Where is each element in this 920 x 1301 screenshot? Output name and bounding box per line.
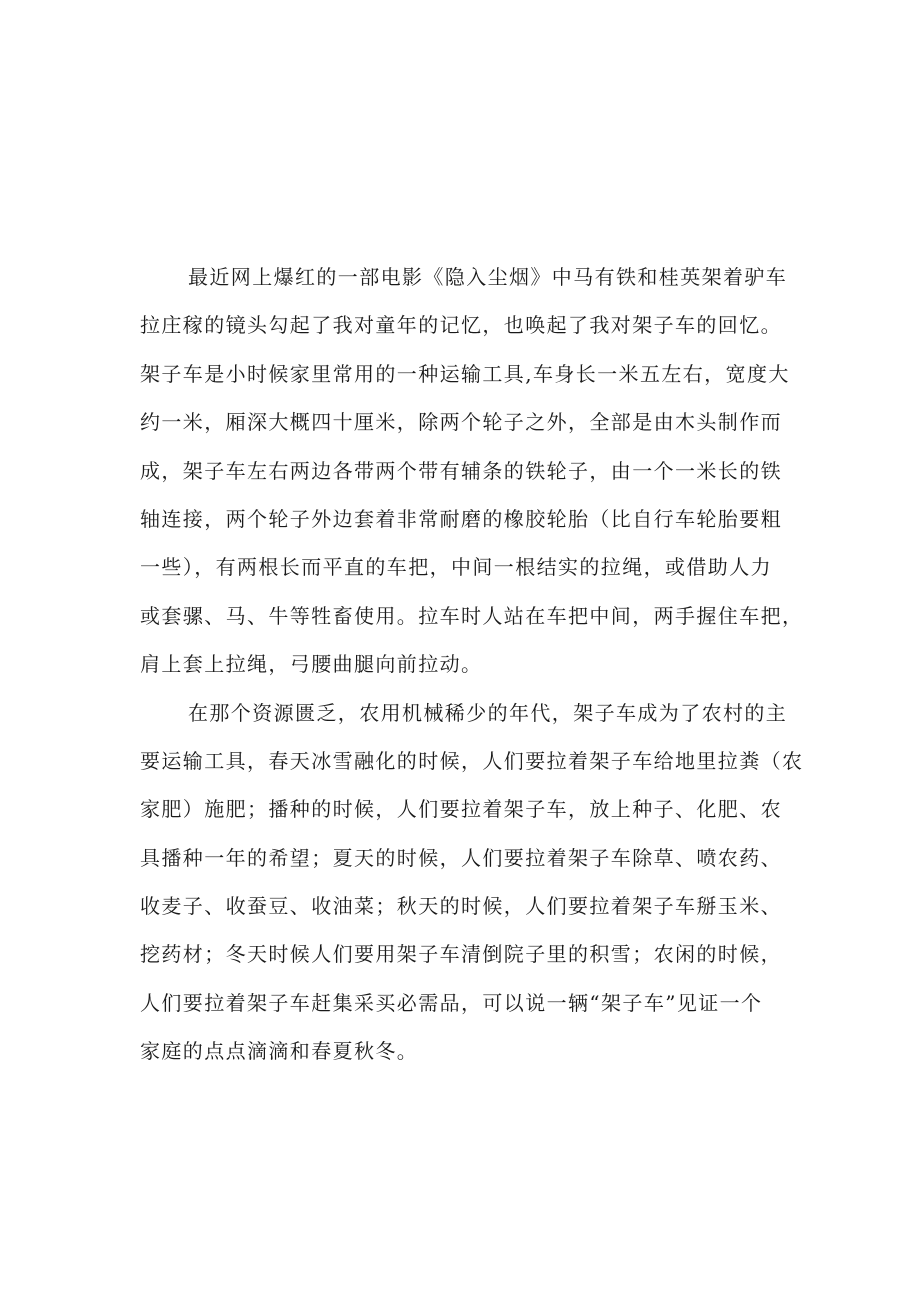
text-line: 具播种一年的希望；夏天的时候，人们要拉着架子车除草、喷农药、	[140, 845, 782, 870]
body-text	[140, 253, 804, 1076]
paragraph-1	[140, 253, 804, 689]
text-line: 架子车是小时候家里常用的一种运输工具,车身长一米五左右，宽度大	[140, 361, 790, 386]
text-line: 人们要拉着架子车赶集采买必需品，可以说一辆“架子车”见证一个	[140, 990, 763, 1015]
text-line: 成，架子车左右两边各带两个带有辅条的铁轮子，由一个一米长的铁	[140, 458, 782, 483]
text-line: 家肥）施肥；播种的时候，人们要拉着架子车，放上种子、化肥、农	[140, 797, 782, 822]
text-line: 在那个资源匮乏，农用机械稀少的年代，架子车成为了农村的主	[188, 700, 788, 725]
paragraph-2	[140, 689, 804, 1076]
text-line: 一些），有两根长而平直的车把，中间一根结实的拉绳，或借助人力	[140, 555, 772, 580]
text-line: 收麦子、收蚕豆、收油菜；秋天的时候，人们要拉着架子车掰玉米、	[140, 894, 782, 919]
text-line: 拉庄稼的镜头勾起了我对童年的记忆，也唤起了我对架子车的回忆。	[140, 313, 782, 338]
text-line: 肩上套上拉绳，弓腰曲腿向前拉动。	[140, 652, 483, 677]
text-line: 最近网上爆红的一部电影《隐入尘烟》中马有铁和桂英架着驴车	[188, 265, 788, 289]
text-line: 或套骡、马、牛等牲畜使用。拉车时人站在车把中间，两手握住车把，	[140, 603, 804, 628]
text-line: 要运输工具，春天冰雪融化的时候，人们要拉着架子车给地里拉粪（农	[140, 748, 804, 773]
text-line: 家庭的点点滴滴和春夏秋冬。	[140, 1039, 419, 1064]
text-line: 约一米，厢深大概四十厘米，除两个轮子之外，全部是由木头制作而	[140, 410, 782, 435]
text-line: 轴连接，两个轮子外边套着非常耐磨的橡胶轮胎（比自行车轮胎要粗	[140, 506, 782, 531]
text-line: 挖药材；冬天时候人们要用架子车清倒院子里的积雪；农闲的时候，	[140, 942, 782, 967]
